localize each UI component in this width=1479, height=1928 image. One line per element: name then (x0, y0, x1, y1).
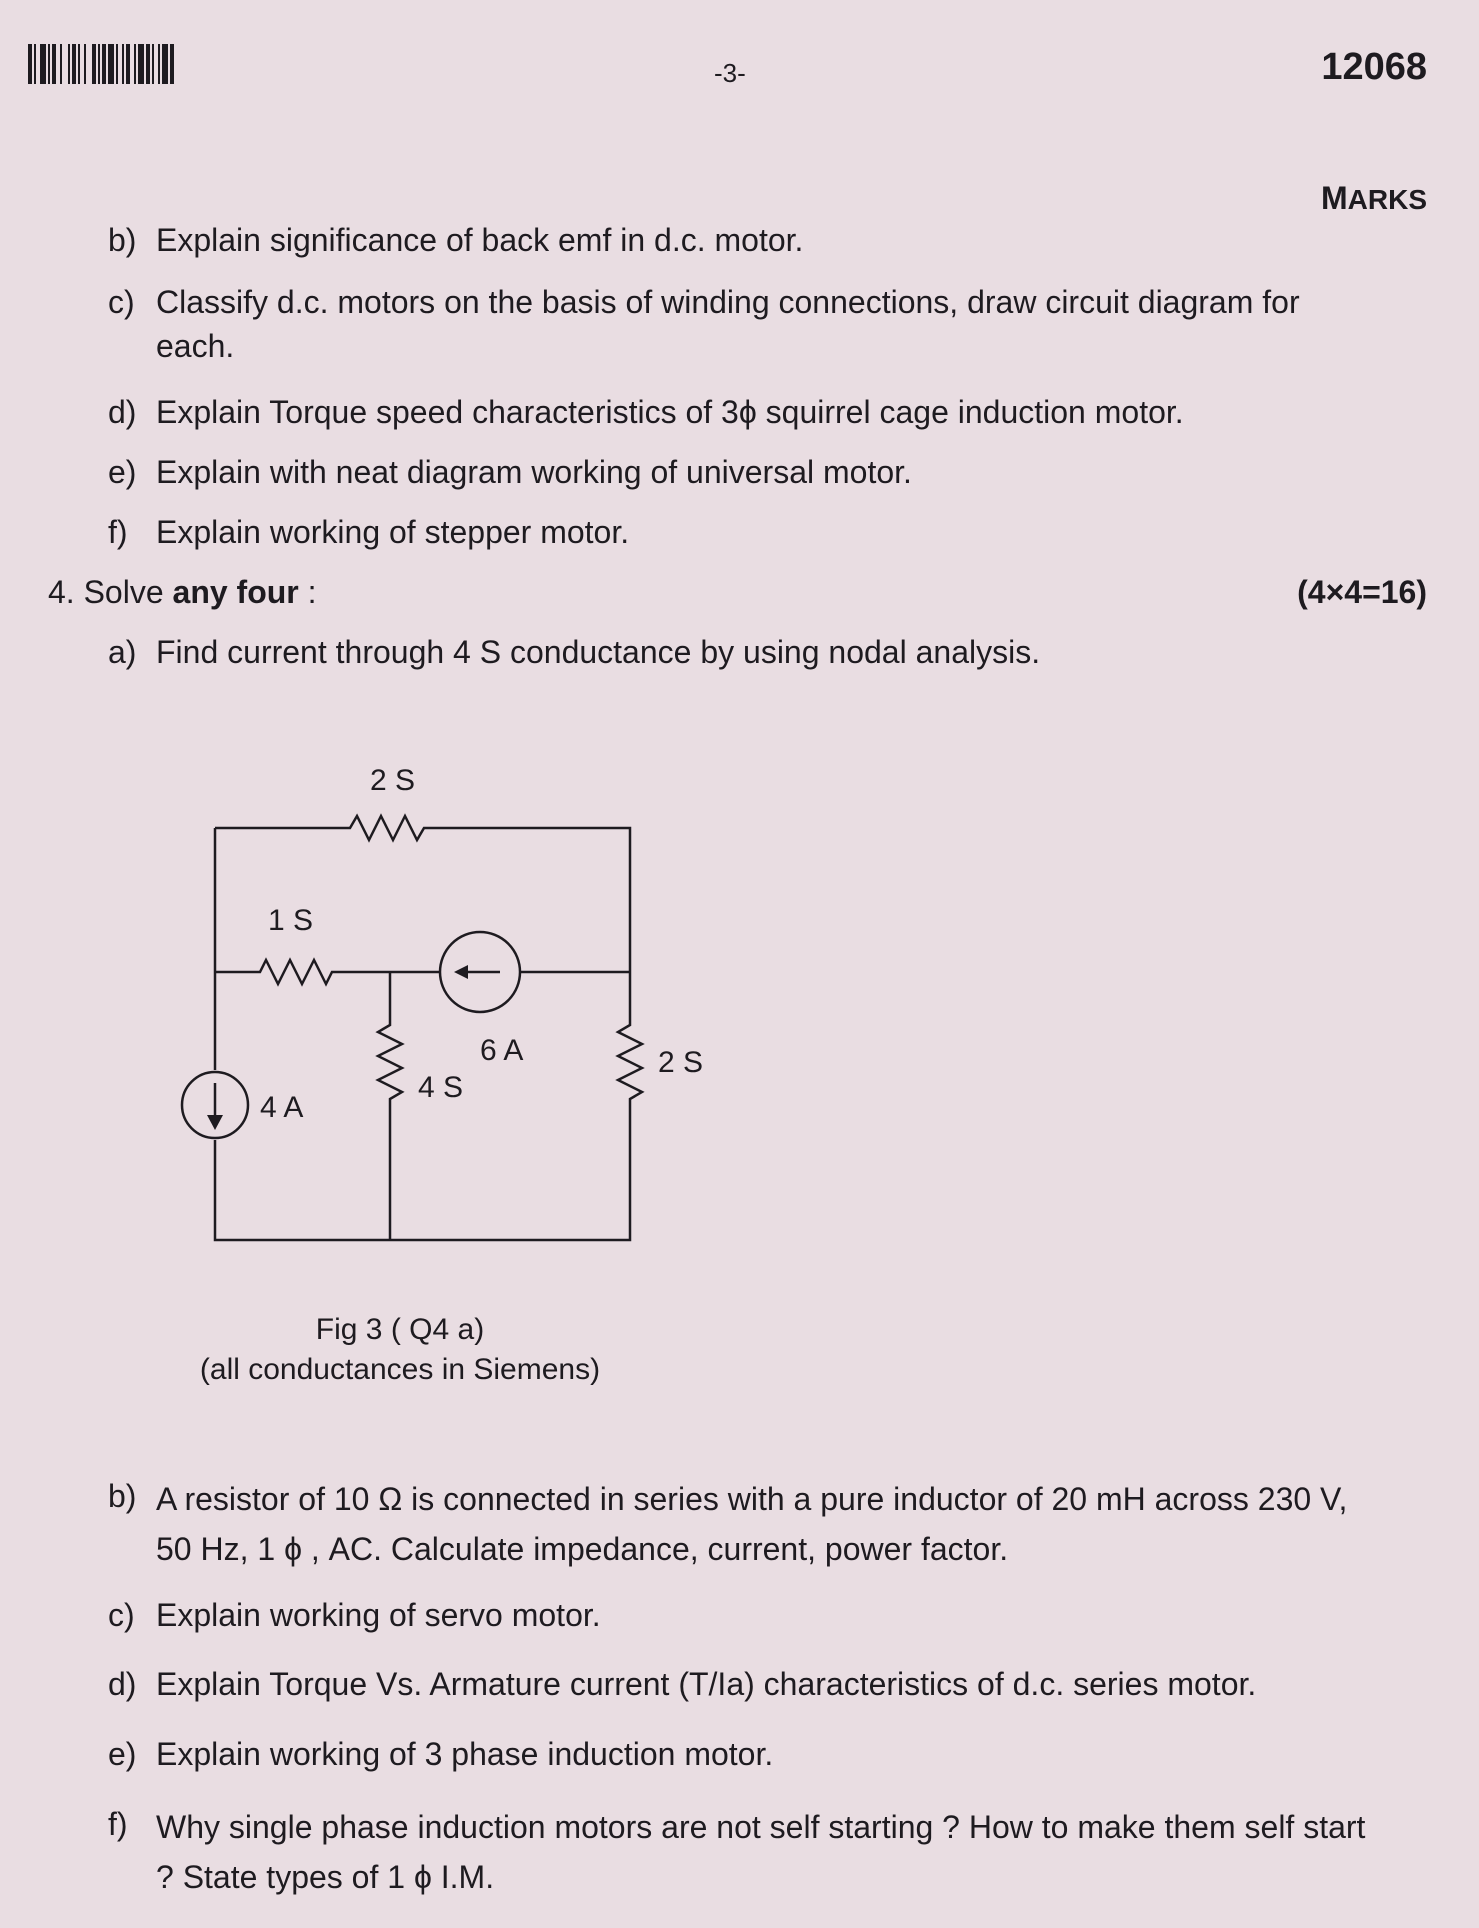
current-source-middle (440, 932, 520, 1012)
item-text: Explain significance of back emf in d.c. motor. (156, 222, 804, 258)
item-label: f) (108, 514, 128, 550)
circuit-diagram (170, 740, 730, 1260)
item-text: Classify d.c. motors on the basis of winding connections, draw circuit diagram for each. (156, 284, 1300, 364)
label-middle-conductance: 4 S (418, 1071, 464, 1104)
caption-line-1: Fig 3 ( Q4 a) (315, 1313, 485, 1346)
item-label: e) (108, 1736, 137, 1772)
middle-wire (215, 960, 440, 984)
page-number: -3- (714, 58, 746, 88)
item-label: b) (108, 1478, 137, 1514)
question-item (108, 1593, 1370, 1637)
item-text: Explain Torque Vs. Armature current (T/Ia) characteristics of d.c. series motor. (156, 1666, 1257, 1702)
question-item (108, 510, 1370, 554)
label-source-middle: 6 A (480, 1034, 524, 1067)
item-label: c) (108, 1597, 135, 1633)
item-text: A resistor of 10 Ω is connected in series with a pure inductor of 20 mH across 230 V, 50 Hz, 1 ϕ , AC. Calculate impedance, current, power factor. (156, 1481, 1348, 1567)
marks-heading: MARKS (1321, 180, 1427, 216)
item-text: Find current through 4 S conductance by using nodal analysis. (156, 634, 1041, 670)
question-4-marks: (4×4=16) (1297, 574, 1427, 610)
item-label: b) (108, 222, 137, 258)
question-item (108, 1802, 1370, 1902)
paper-code: 12068 (1321, 46, 1427, 88)
right-resistor (618, 970, 642, 1145)
item-text: Explain Torque speed characteristics of 3ϕ squirrel cage induction motor. (156, 394, 1184, 430)
question-item (108, 1662, 1370, 1706)
question-item (108, 450, 1370, 494)
item-label: e) (108, 454, 137, 490)
question-item (108, 390, 1370, 434)
item-text: Why single phase induction motors are not self starting ? How to make them self start ? State types of 1 ϕ I.M. (156, 1809, 1366, 1895)
caption-line-2: (all conductances in Siemens) (199, 1353, 601, 1386)
item-text: Explain working of 3 phase induction motor. (156, 1736, 774, 1772)
item-text: Explain working of stepper motor. (156, 514, 630, 550)
question-item (108, 218, 1370, 262)
item-text: Explain working of servo motor. (156, 1597, 601, 1633)
question-4-heading (48, 570, 317, 614)
item-label: c) (108, 284, 135, 320)
item-label: f) (108, 1806, 128, 1842)
item-label: a) (108, 634, 137, 670)
question-number: 4. Solve (48, 574, 173, 610)
label-top-conductance: 2 S (370, 764, 416, 797)
barcode (28, 44, 246, 84)
current-source-left (182, 1072, 248, 1138)
question-item (108, 1474, 1370, 1574)
question-item (108, 1732, 1370, 1776)
figure-caption (170, 1310, 630, 1390)
item-label: d) (108, 1666, 137, 1702)
question-suffix: : (298, 574, 317, 610)
question-item (108, 280, 1370, 368)
question-item (108, 630, 1370, 674)
label-left-conductance: 1 S (268, 904, 314, 937)
middle-resistor (378, 972, 402, 1240)
item-text: Explain with neat diagram working of universal motor. (156, 454, 912, 490)
label-source-left: 4 A (260, 1091, 304, 1124)
question-emphasis: any four (172, 574, 299, 610)
label-right-conductance: 2 S (658, 1046, 704, 1079)
item-label: d) (108, 394, 137, 430)
top-wire (215, 816, 630, 970)
